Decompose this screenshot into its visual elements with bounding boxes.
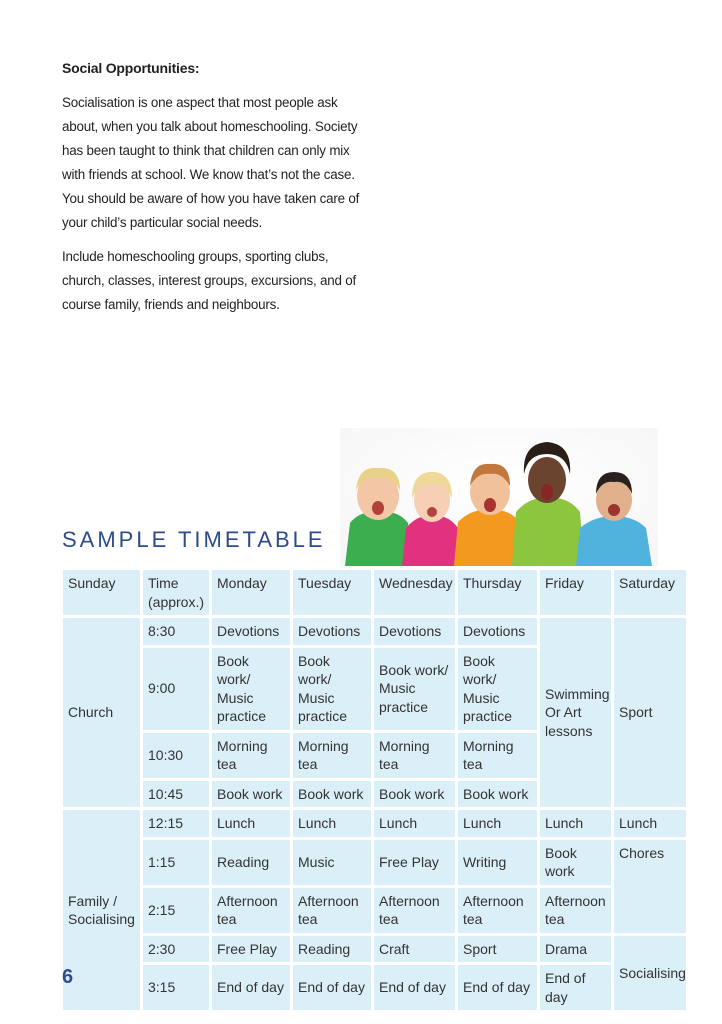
table-cell: End of day <box>458 965 537 1010</box>
table-row <box>63 888 686 933</box>
table-row <box>63 840 686 885</box>
header-cell-saturday: Saturday <box>614 570 686 615</box>
table-cell: End of day <box>293 965 371 1010</box>
table-cell: Devotions <box>458 618 537 645</box>
header-cell-thursday: Thursday <box>458 570 537 615</box>
time-cell: 1:15 <box>143 840 209 885</box>
table-cell: Free Play <box>374 840 455 885</box>
sunday-family-cell: Family / Socialising <box>63 810 140 1010</box>
table-cell: Devotions <box>212 618 290 645</box>
friday-lessons-cell: Swimming Or Art lessons <box>540 618 611 807</box>
table-cell: Reading <box>293 936 371 963</box>
header-cell-friday: Friday <box>540 570 611 615</box>
saturday-sport-cell: Sport <box>614 618 686 807</box>
table-cell: Book work/ Music practice <box>458 648 537 730</box>
table-cell: Book work <box>374 781 455 808</box>
header-row <box>63 570 686 615</box>
header-cell-monday: Monday <box>212 570 290 615</box>
sample-timetable <box>60 567 689 1013</box>
table-cell: Devotions <box>374 618 455 645</box>
table-cell: Morning tea <box>293 733 371 778</box>
time-cell: 10:45 <box>143 781 209 808</box>
timetable-title: SAMPLE TIMETABLE <box>62 527 326 552</box>
header-cell-wednesday: Wednesday <box>374 570 455 615</box>
table-row <box>63 965 686 1010</box>
table-cell: Lunch <box>540 810 611 837</box>
page-number: 6 <box>62 966 74 988</box>
time-cell: 9:00 <box>143 648 209 730</box>
table-cell: End of day <box>540 965 611 1010</box>
table-cell: Afternoon tea <box>293 888 371 933</box>
table-cell: Lunch <box>614 810 686 837</box>
table-cell: Writing <box>458 840 537 885</box>
time-cell: 8:30 <box>143 618 209 645</box>
table-cell: Lunch <box>458 810 537 837</box>
table-cell: Afternoon tea <box>374 888 455 933</box>
table-cell: Book work/ Music practice <box>374 648 455 730</box>
table-cell: Sport <box>458 936 537 963</box>
table-cell: Drama <box>540 936 611 963</box>
table-cell: Afternoon tea <box>458 888 537 933</box>
children-photo <box>340 428 658 566</box>
table-cell: Devotions <box>293 618 371 645</box>
time-cell: 2:15 <box>143 888 209 933</box>
social-paragraph-1: Socialisation is one aspect that most people ask about, when you talk about homeschooling. Society has been taught to think that children can only mix with friends at school. We know that’s not the case. You should be aware of how you have taken care of your child’s particular social needs. <box>62 95 360 230</box>
table-cell: Music <box>293 840 371 885</box>
saturday-chores-cell: Chores <box>614 840 686 933</box>
table-cell: Book work <box>540 840 611 885</box>
time-cell: 12:15 <box>143 810 209 837</box>
table-cell: Reading <box>212 840 290 885</box>
time-cell: 3:15 <box>143 965 209 1010</box>
table-cell: Morning tea <box>458 733 537 778</box>
sunday-church-cell: Church <box>63 618 140 807</box>
table-cell: Book work/ Music practice <box>293 648 371 730</box>
table-cell: Free Play <box>212 936 290 963</box>
time-cell: 2:30 <box>143 936 209 963</box>
table-cell: End of day <box>212 965 290 1010</box>
table-cell: Book work/ Music practice <box>212 648 290 730</box>
table-row <box>63 810 686 837</box>
header-cell-sunday: Sunday <box>63 570 140 615</box>
table-row <box>63 618 686 645</box>
table-cell: Morning tea <box>212 733 290 778</box>
social-opportunities-heading: Social Opportunities: <box>62 60 200 76</box>
table-cell: Lunch <box>212 810 290 837</box>
table-cell: Craft <box>374 936 455 963</box>
table-cell: Book work <box>458 781 537 808</box>
table-cell: Afternoon tea <box>212 888 290 933</box>
header-cell-tuesday: Tuesday <box>293 570 371 615</box>
table-row <box>63 936 686 963</box>
header-cell-time: Time (approx.) <box>143 570 209 615</box>
table-cell: End of day <box>374 965 455 1010</box>
social-paragraph-2: Include homeschooling groups, sporting clubs, church, classes, interest groups, excursions, and of course family, friends and neighbours. <box>62 249 357 312</box>
table-cell: Lunch <box>293 810 371 837</box>
table-cell: Book work <box>293 781 371 808</box>
table-cell: Afternoon tea <box>540 888 611 933</box>
time-cell: 10:30 <box>143 733 209 778</box>
saturday-socialising-cell: Socialising <box>614 936 686 1011</box>
table-cell: Morning tea <box>374 733 455 778</box>
table-cell: Lunch <box>374 810 455 837</box>
table-cell: Book work <box>212 781 290 808</box>
